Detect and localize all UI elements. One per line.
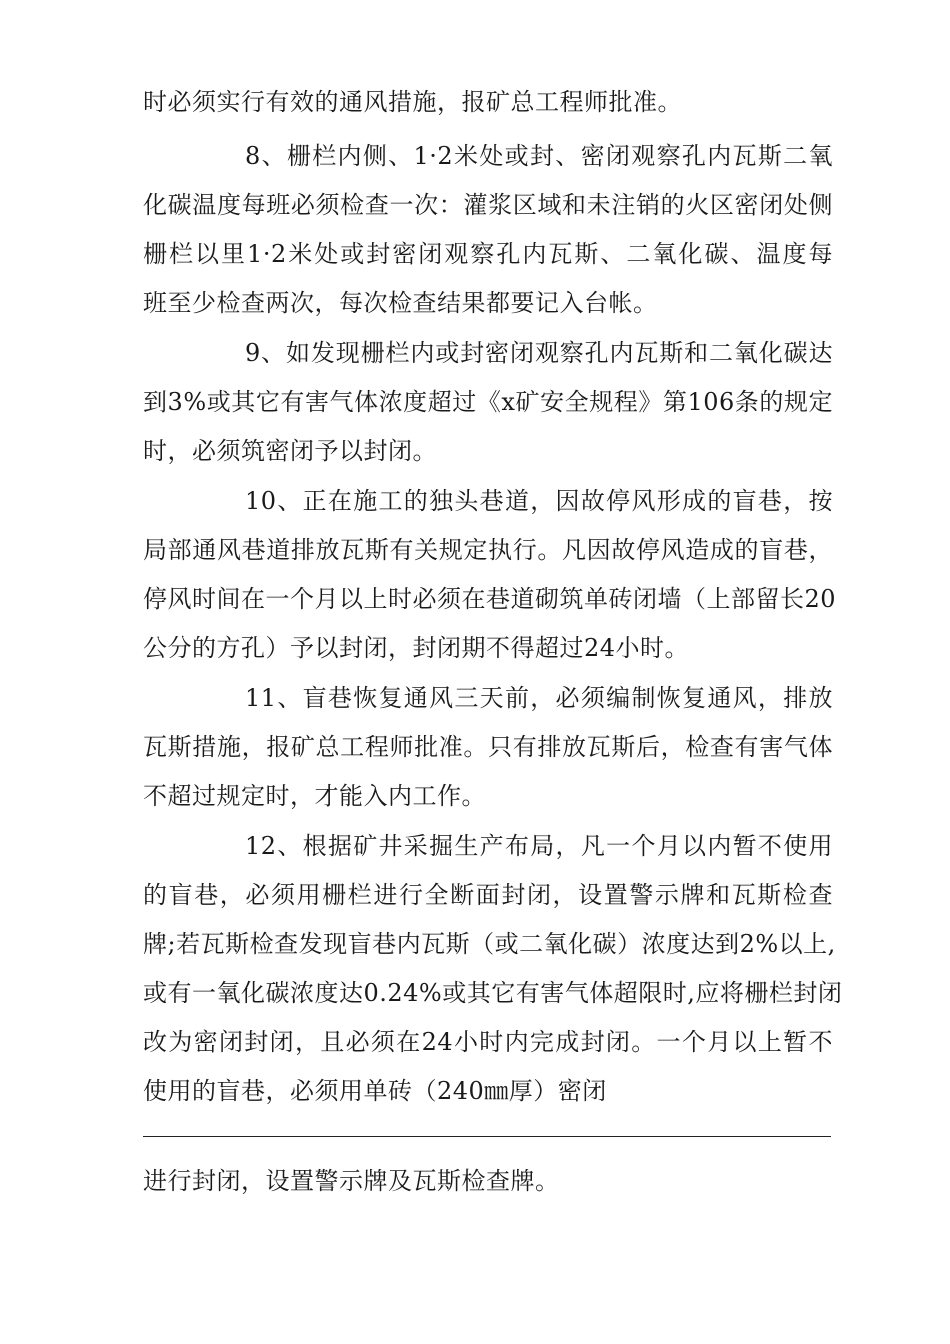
text-line-1: 时必须实行有效的通风措施，报矿总工程师批准。 [143, 88, 682, 116]
page-divider [143, 1136, 831, 1137]
text-line-8: 时，必须筑密闭予以封闭。 [143, 437, 437, 465]
text-line-10: 局部通风巷道排放瓦斯有关规定执行。凡因故停风造成的盲巷， [143, 536, 833, 564]
text-line-4: 栅栏以里1·2米处或封密闭观察孔内瓦斯、二氧化碳、温度每 [143, 240, 833, 268]
text-line-7: 到3%或其它有害气体浓度超过《x矿安全规程》第106条的规定 [143, 388, 833, 416]
text-line-9: 10、正在施工的独头巷道，因故停风形成的盲巷，按 [245, 487, 833, 515]
text-line-2: 8、栅栏内侧、1·2米处或封、密闭观察孔内瓦斯二氧 [245, 142, 833, 170]
text-line-19: 或有一氧化碳浓度达0.24%或其它有害气体超限时,应将栅栏封闭 [143, 979, 843, 1007]
text-line-14: 瓦斯措施，报矿总工程师批准。只有排放瓦斯后，检查有害气体 [143, 733, 833, 761]
footer-text-line: 进行封闭，设置警示牌及瓦斯检查牌。 [143, 1167, 560, 1195]
text-line-5: 班至少检查两次，每次检查结果都要记入台帐。 [143, 289, 658, 317]
text-line-3: 化碳温度每班必须检查一次：灌浆区域和未注销的火区密闭处侧 [143, 191, 833, 219]
text-line-15: 不超过规定时，才能入内工作。 [143, 782, 486, 810]
text-line-12: 公分的方孔）予以封闭，封闭期不得超过24小时。 [143, 634, 690, 662]
text-line-17: 的盲巷，必须用栅栏进行全断面封闭，设置警示牌和瓦斯检查 [143, 881, 833, 909]
text-line-18: 牌;若瓦斯检查发现盲巷内瓦斯（或二氧化碳）浓度达到2%以上, [143, 930, 836, 958]
text-line-11: 停风时间在一个月以上时必须在巷道砌筑单砖闭墙（上部留长20 [143, 585, 837, 613]
text-line-6: 9、如发现栅栏内或封密闭观察孔内瓦斯和二氧化碳达 [245, 339, 833, 367]
text-line-20: 改为密闭封闭，且必须在24小时内完成封闭。一个月以上暂不 [143, 1028, 833, 1056]
text-line-13: 11、盲巷恢复通风三天前，必须编制恢复通风，排放 [245, 684, 833, 712]
text-line-16: 12、根据矿井采掘生产布局，凡一个月以内暂不使用 [245, 832, 833, 860]
text-line-21: 使用的盲巷，必须用单砖（240㎜厚）密闭 [143, 1077, 607, 1105]
